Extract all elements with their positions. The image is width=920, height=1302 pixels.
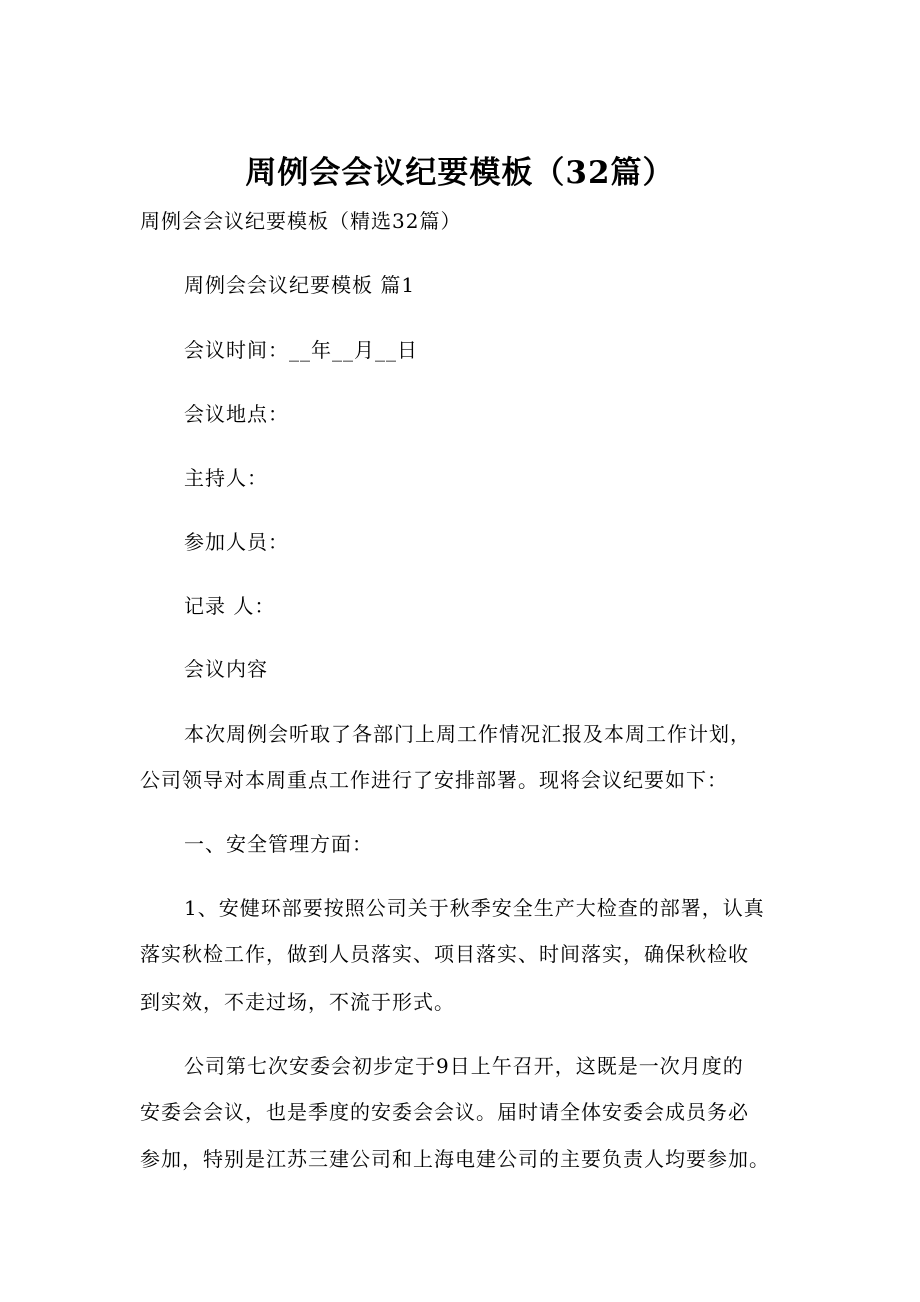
item1-line-1: 1、安健环部要按照公司关于秋季安全生产大检查的部署，认真 [184, 896, 765, 920]
document-title: 周例会会议纪要模板（32篇） [245, 155, 675, 191]
item1-line-2: 落实秋检工作，做到人员落实、项目落实、时间落实，确保秋检收 [140, 942, 749, 966]
safety-heading: 一、安全管理方面： [184, 832, 373, 856]
meeting-host: 主持人： [184, 466, 268, 490]
document-subtitle: 周例会会议纪要模板（精选32篇） [140, 209, 462, 233]
intro-paragraph-line-2: 公司领导对本周重点工作进行了安排部署。现将会议纪要如下： [140, 768, 728, 792]
paragraph2-line-2: 安委会会议，也是季度的安委会会议。届时请全体安委会成员务必 [140, 1100, 749, 1124]
section-heading: 周例会会议纪要模板 篇1 [184, 273, 416, 297]
meeting-time: 会议时间：__年__月__日 [184, 338, 418, 362]
intro-paragraph-line-1: 本次周例会听取了各部门上周工作情况汇报及本周工作计划， [184, 722, 751, 746]
meeting-recorder: 记录 人： [184, 594, 276, 618]
meeting-attendees: 参加人员： [184, 530, 289, 554]
paragraph2-line-3: 参加，特别是江苏三建公司和上海电建公司的主要负责人均要参加。 [140, 1147, 770, 1171]
meeting-place: 会议地点： [184, 402, 289, 426]
content-heading: 会议内容 [184, 657, 268, 681]
item1-line-3: 到实效，不走过场，不流于形式。 [140, 990, 455, 1014]
paragraph2-line-1: 公司第七次安委会初步定于9日上午召开，这既是一次月度的 [184, 1054, 744, 1078]
